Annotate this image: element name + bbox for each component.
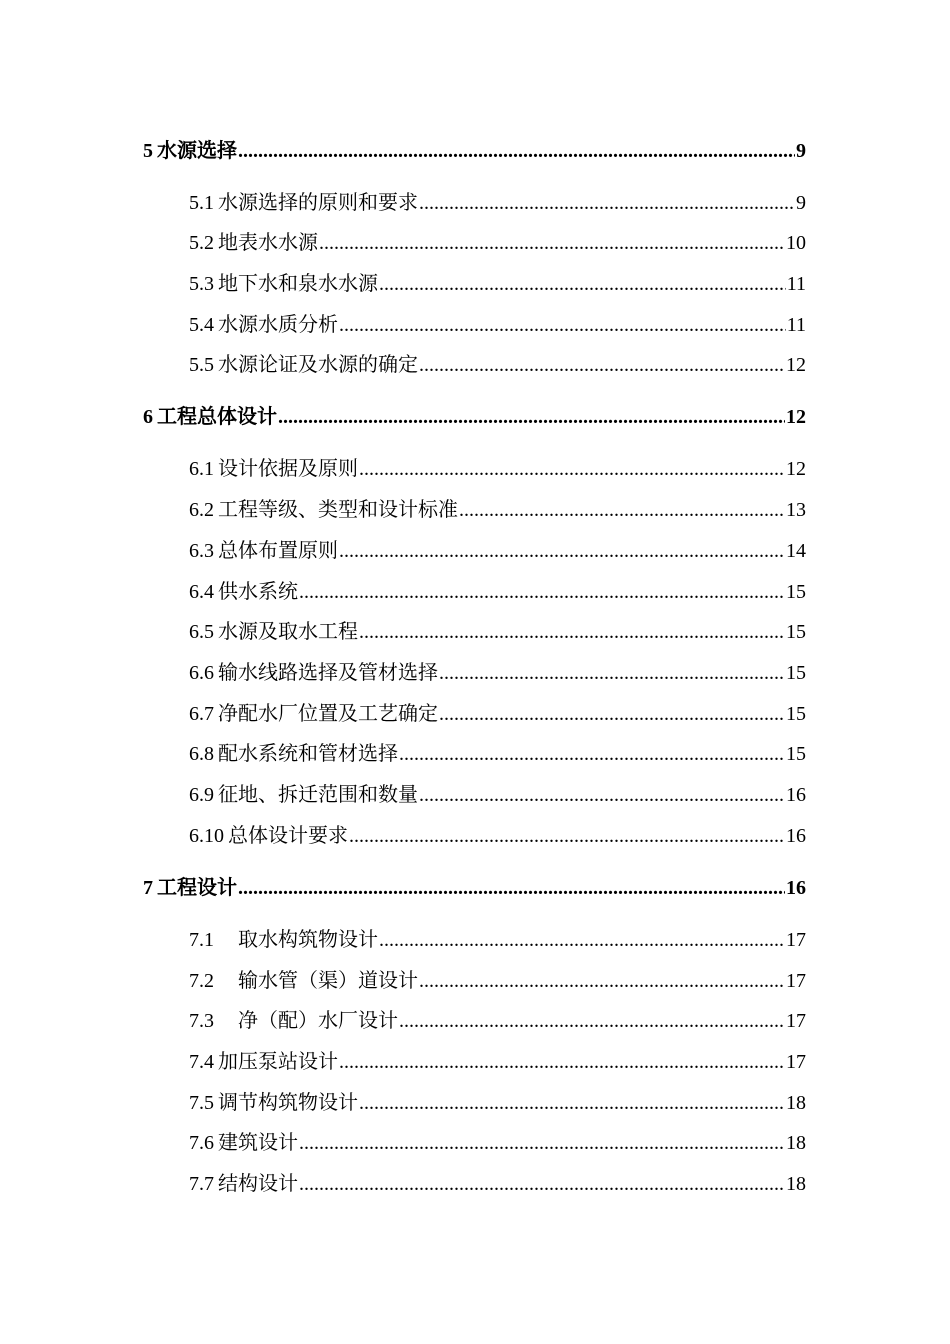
toc-entry-title: 加压泵站设计 xyxy=(218,1051,338,1073)
toc-entry-page: 18 xyxy=(786,1092,806,1114)
toc-entry-5-2[interactable] xyxy=(189,230,806,256)
toc-entry-page: 12 xyxy=(786,354,806,376)
toc-entry-title: 工程等级、类型和设计标准 xyxy=(218,499,458,521)
toc-entry-title: 取水构筑物设计 xyxy=(238,929,378,951)
toc-entry-7[interactable] xyxy=(143,875,806,901)
toc-entry-title: 水源论证及水源的确定 xyxy=(218,354,418,376)
toc-dot-leader xyxy=(339,1049,785,1075)
toc-entry-number: 6.10 xyxy=(189,825,224,847)
toc-dot-leader xyxy=(419,190,795,216)
toc-entry-5-3[interactable] xyxy=(189,271,806,297)
toc-entry-number: 7.5 xyxy=(189,1092,214,1114)
toc-dot-leader xyxy=(238,875,785,901)
toc-dot-leader xyxy=(359,456,785,482)
toc-entry-5-5[interactable] xyxy=(189,352,806,378)
toc-entry-page: 17 xyxy=(786,1010,806,1032)
toc-entry-page: 15 xyxy=(786,743,806,765)
toc-entry-page: 17 xyxy=(786,970,806,992)
toc-dot-leader xyxy=(319,230,785,256)
toc-entry-title: 工程设计 xyxy=(157,877,237,899)
toc-dot-leader xyxy=(339,538,785,564)
toc-entry-page: 17 xyxy=(786,929,806,951)
toc-entry-number: 7.6 xyxy=(189,1132,214,1154)
toc-entry-title: 输水管（渠）道设计 xyxy=(238,970,418,992)
toc-entry-page: 11 xyxy=(786,314,806,336)
toc-entry-page: 15 xyxy=(786,621,806,643)
toc-entry-6-3[interactable] xyxy=(189,538,806,564)
toc-entry-page: 16 xyxy=(786,825,806,847)
toc-entry-page: 14 xyxy=(786,540,806,562)
toc-dot-leader xyxy=(379,271,786,297)
toc-entry-6-4[interactable] xyxy=(189,579,806,605)
toc-entry-number: 7.4 xyxy=(189,1051,214,1073)
toc-entry-6-8[interactable] xyxy=(189,741,806,767)
toc-entry-number: 5.2 xyxy=(189,232,214,254)
toc-dot-leader xyxy=(379,927,785,953)
toc-entry-number: 6.4 xyxy=(189,581,214,603)
toc-entry-title: 配水系统和管材选择 xyxy=(218,743,398,765)
toc-entry-number: 6.2 xyxy=(189,499,214,521)
toc-entry-title: 工程总体设计 xyxy=(157,406,277,428)
toc-dot-leader xyxy=(349,823,785,849)
toc-entry-number: 6.1 xyxy=(189,458,214,480)
toc-entry-page: 12 xyxy=(786,406,806,428)
toc-entry-title: 地下水和泉水水源 xyxy=(218,273,378,295)
toc-entry-number: 5 xyxy=(143,140,153,162)
toc-entry-number: 7.3 xyxy=(189,1010,214,1032)
toc-dot-leader xyxy=(419,968,785,994)
toc-dot-leader xyxy=(299,1171,785,1197)
toc-dot-leader xyxy=(459,497,785,523)
toc-entry-title: 结构设计 xyxy=(218,1173,298,1195)
toc-entry-6-1[interactable] xyxy=(189,456,806,482)
toc-entry-7-7[interactable] xyxy=(189,1171,806,1197)
toc-dot-leader xyxy=(439,660,785,686)
toc-entry-number: 6.6 xyxy=(189,662,214,684)
toc-entry-6-2[interactable] xyxy=(189,497,806,523)
toc-entry-7-1[interactable] xyxy=(189,927,806,953)
toc-entry-title: 建筑设计 xyxy=(218,1132,298,1154)
toc-entry-number: 7.2 xyxy=(189,970,214,992)
toc-dot-leader xyxy=(339,312,786,338)
toc-entry-page: 15 xyxy=(786,662,806,684)
toc-entry-6-10[interactable] xyxy=(189,823,806,849)
toc-entry-number: 5.4 xyxy=(189,314,214,336)
toc-entry-title: 总体布置原则 xyxy=(218,540,338,562)
toc-dot-leader xyxy=(399,1008,785,1034)
toc-entry-page: 12 xyxy=(786,458,806,480)
toc-entry-7-2[interactable] xyxy=(189,968,806,994)
toc-entry-page: 16 xyxy=(786,877,806,899)
toc-entry-title: 净（配）水厂设计 xyxy=(238,1010,398,1032)
toc-dot-leader xyxy=(299,1130,785,1156)
toc-dot-leader xyxy=(439,701,785,727)
toc-entry-page: 15 xyxy=(786,581,806,603)
toc-entry-title: 总体设计要求 xyxy=(228,825,348,847)
toc-dot-leader xyxy=(238,138,795,164)
toc-entry-number: 5.3 xyxy=(189,273,214,295)
toc-entry-5[interactable] xyxy=(143,138,806,164)
toc-entry-page: 9 xyxy=(796,140,806,162)
toc-entry-number: 5.5 xyxy=(189,354,214,376)
toc-entry-page: 10 xyxy=(786,232,806,254)
toc-entry-number: 6.5 xyxy=(189,621,214,643)
toc-entry-5-1[interactable] xyxy=(189,190,806,216)
toc-entry-page: 18 xyxy=(786,1173,806,1195)
toc-entry-number: 5.1 xyxy=(189,192,214,214)
toc-entry-title: 征地、拆迁范围和数量 xyxy=(218,784,418,806)
toc-entry-6[interactable] xyxy=(143,404,806,430)
toc-entry-6-9[interactable] xyxy=(189,782,806,808)
toc-entry-title: 供水系统 xyxy=(218,581,298,603)
toc-entry-title: 调节构筑物设计 xyxy=(218,1092,358,1114)
toc-entry-6-7[interactable] xyxy=(189,701,806,727)
toc-entry-page: 17 xyxy=(786,1051,806,1073)
toc-entry-7-6[interactable] xyxy=(189,1130,806,1156)
toc-entry-title: 水源及取水工程 xyxy=(218,621,358,643)
toc-entry-title: 净配水厂位置及工艺确定 xyxy=(218,703,438,725)
toc-entry-5-4[interactable] xyxy=(189,312,806,338)
toc-dot-leader xyxy=(278,404,785,430)
toc-entry-page: 16 xyxy=(786,784,806,806)
toc-dot-leader xyxy=(359,1090,785,1116)
toc-entry-number: 6.9 xyxy=(189,784,214,806)
toc-entry-page: 11 xyxy=(786,273,806,295)
toc-entry-7-3[interactable] xyxy=(189,1008,806,1034)
toc-entry-page: 15 xyxy=(786,703,806,725)
toc-entry-number: 6.7 xyxy=(189,703,214,725)
toc-entry-6-5[interactable] xyxy=(189,619,806,645)
toc-entry-number: 6.8 xyxy=(189,743,214,765)
toc-entry-7-5[interactable] xyxy=(189,1090,806,1116)
toc-entry-6-6[interactable] xyxy=(189,660,806,686)
toc-entry-number: 7.1 xyxy=(189,929,214,951)
toc-entry-number: 7.7 xyxy=(189,1173,214,1195)
toc-entry-page: 9 xyxy=(796,192,806,214)
toc-entry-number: 7 xyxy=(143,877,153,899)
toc-dot-leader xyxy=(419,782,785,808)
toc-entry-title: 设计依据及原则 xyxy=(218,458,358,480)
toc-dot-leader xyxy=(399,741,785,767)
toc-dot-leader xyxy=(419,352,785,378)
toc-entry-page: 18 xyxy=(786,1132,806,1154)
toc-dot-leader xyxy=(359,619,785,645)
toc-entry-7-4[interactable] xyxy=(189,1049,806,1075)
toc-dot-leader xyxy=(299,579,785,605)
toc-entry-title: 水源选择 xyxy=(157,140,237,162)
toc-entry-page: 13 xyxy=(786,499,806,521)
toc-entry-title: 输水线路选择及管材选择 xyxy=(218,662,438,684)
toc-entry-number: 6.3 xyxy=(189,540,214,562)
toc-entry-title: 地表水水源 xyxy=(218,232,318,254)
toc-entry-title: 水源水质分析 xyxy=(218,314,338,336)
toc-entry-title: 水源选择的原则和要求 xyxy=(218,192,418,214)
toc-entry-number: 6 xyxy=(143,406,153,428)
